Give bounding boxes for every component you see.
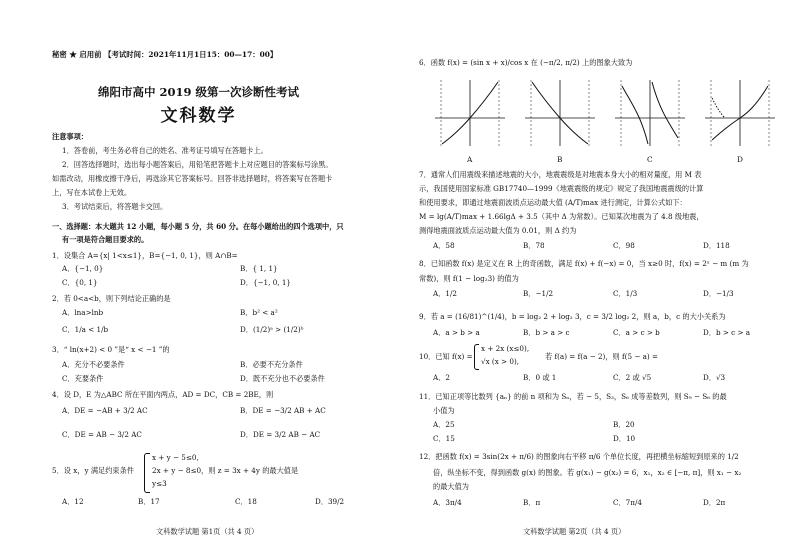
notice-item: 上，写在本试卷上无效。 bbox=[52, 188, 132, 197]
question-7-line: 和使用要求，即通过地震面波质点运动最大值 (A/T)max 进行测定，计算公式如下： bbox=[419, 198, 687, 207]
question-3-stem: 3．“ ln(x+2) < 0 ”是“ x < −1 ”的 bbox=[52, 345, 170, 354]
graph-label-c: C bbox=[647, 155, 653, 164]
question-8-line: 常数)，则 f(1 − log₂3) 的值为 bbox=[419, 274, 519, 283]
question-10-option-b: B．0 或 1 bbox=[523, 373, 557, 382]
question-5-constraint: x + y − 5≤0, bbox=[152, 453, 199, 462]
question-8-option-d: D．−1/3 bbox=[703, 289, 734, 298]
subject-title: 文科数学 bbox=[160, 106, 237, 126]
page-footer: 文科数学试题 第2页（共 4 页） bbox=[523, 527, 626, 536]
graph-option-d bbox=[703, 78, 777, 148]
question-12-option-b: B．π bbox=[523, 498, 541, 507]
question-12-line: 的最大值为 bbox=[433, 482, 469, 491]
graph-option-b bbox=[523, 78, 597, 148]
piecewise-brace bbox=[474, 344, 479, 370]
question-7-option-b: B．78 bbox=[523, 241, 545, 250]
notice-heading: 注意事项： bbox=[52, 132, 88, 141]
question-5-option-b: B．17 bbox=[138, 497, 160, 506]
section-heading: 一、选择题：本大题共 12 小题，每小题 5 分，共 60 分。在每小题给出的四个选项中，只 bbox=[52, 222, 344, 231]
question-12-option-c: C．7π/4 bbox=[613, 498, 642, 507]
exam-page-2 bbox=[397, 0, 794, 552]
page-footer: 文科数学试题 第1页（共 4 页） bbox=[156, 527, 259, 536]
question-10-stem-cont: 若 f(a) = f(a − 2)，则 f(5 − a) = bbox=[545, 352, 659, 361]
notice-item: 3．考试结束后，将答题卡交回。 bbox=[62, 202, 168, 211]
question-4-stem: 4．设 D，E 为△ABC 所在平面内两点，AD = DC，CB = 2BE，则 bbox=[52, 390, 274, 399]
question-9-option-d: D．b > c > a bbox=[703, 328, 751, 337]
question-1-stem: 1．设集合 A={x| 1<x≤1}，B={−1, 0, 1}，则 A∩B= bbox=[52, 251, 238, 260]
question-5-stem: 5．设 x，y 满足约束条件 bbox=[52, 466, 134, 475]
question-1-option-d: D．{−1, 0, 1} bbox=[240, 278, 291, 287]
notice-item: 如需改动，用橡皮擦干净后，再选涂其它答案标号。回答非选择题时，将答案写在答题卡 bbox=[52, 174, 333, 183]
school-title: 绵阳市高中 2019 级第一次诊断性考试 bbox=[97, 85, 299, 99]
question-1-option-b: B．{ 1, 1} bbox=[240, 264, 278, 273]
graph-label-b: B bbox=[557, 155, 563, 164]
question-11-line: 11．已知正项等比数列 {aₙ} 的前 n 项和为 Sₙ，若 − 5，S₃，S₆ 成等差数列，则 S₉ − S₆ 的最 bbox=[419, 392, 727, 401]
notice-item: 1．答卷前，考生务必将自己的姓名、准考证号填写在答题卡上。 bbox=[62, 146, 268, 155]
graph-b-svg bbox=[523, 78, 597, 148]
question-5-constraint: y≤3 bbox=[152, 479, 167, 488]
question-2-stem: 2．若 0<a<b，则下列结论正确的是 bbox=[52, 294, 171, 303]
question-5-option-d: D．39/2 bbox=[315, 497, 345, 506]
question-5-constraint: 2x + y − 8≤0，则 z = 3x + 4y 的最大值是 bbox=[152, 466, 299, 475]
question-7-line: M = lg(A/T)max + 1.66lgΔ + 3.5（其中 Δ 为常数）。已知某次地震为了 4.8 级地震， bbox=[419, 212, 704, 221]
question-8-option-a: A．1/2 bbox=[433, 289, 457, 298]
question-2-option-a: A．lna>lnb bbox=[62, 308, 104, 317]
question-7-line: 7．通常人们用震级来描述地震的大小，地震震级是对地震本身大小的相对量度，用 M 表 bbox=[419, 170, 702, 179]
question-11-option-c: C．15 bbox=[433, 434, 455, 443]
question-5-option-c: C．18 bbox=[235, 497, 257, 506]
question-9-option-c: C．a > c > b bbox=[613, 328, 660, 337]
question-7-option-d: D．118 bbox=[703, 241, 730, 250]
exam-time-header: 秘密 ★ 启用前 【考试时间：2021年11月1日15：00—17：00】 bbox=[52, 50, 278, 59]
question-8-line: 8．已知函数 f(x) 是定义在 R 上的奇函数，满足 f(x) + f(−x) = 0，当 x≥0 时，f(x) = 2ˣ − m (m 为 bbox=[419, 259, 749, 268]
notice-item: 2．回答选择题时，选出每小题答案后，用铅笔把答题卡上对应题目的答案标号涂黑。 bbox=[62, 160, 333, 169]
question-3-option-b: B．必要不充分条件 bbox=[240, 360, 303, 369]
question-10-option-d: D．√3 bbox=[703, 373, 726, 382]
question-10-piece: √x (x > 0), bbox=[481, 357, 520, 366]
question-4-option-c: C．DE = AB − 3/2 AC bbox=[62, 430, 142, 439]
question-5-option-a: A．12 bbox=[62, 497, 84, 506]
question-10-option-a: A．2 bbox=[433, 373, 450, 382]
constraint-brace bbox=[144, 453, 150, 493]
question-7-line: 示，我国使用国家标准 GB17740—1999《地震震级的规定》规定了我国地震震级的计算 bbox=[419, 184, 704, 193]
question-8-option-b: B．−1/2 bbox=[523, 289, 554, 298]
section-heading-cont: 有一项是符合题目要求的。 bbox=[62, 235, 149, 244]
question-3-option-a: A．充分不必要条件 bbox=[62, 360, 125, 369]
graph-label-a: A bbox=[467, 155, 473, 164]
question-12-line: 倍，纵坐标不变，得到函数 g(x) 的图象。若 g(x₁) − g(x₂) = 6，x₁，x₂ ∈ [−π, π]，则 x₁ − x₂ bbox=[433, 468, 742, 477]
graph-option-c bbox=[613, 78, 687, 148]
question-11-option-b: B．20 bbox=[613, 420, 635, 429]
question-1-option-c: C．{0, 1} bbox=[62, 278, 98, 287]
question-3-option-d: D．既不充分也不必要条件 bbox=[240, 374, 325, 383]
question-12-line: 12．把函数 f(x) = 3sin(2x + π/6) 的图象向右平移 π/6 个单位长度，再把横坐标缩短到原来的 1/2 bbox=[419, 452, 739, 461]
graph-a-svg bbox=[433, 78, 507, 148]
question-9-stem: 9．若 a = (16/81)^(1/4)，b = log₂ 2 + log₂ 3，c = 3/2 log₂ 2，则 a，b，c 的大小关系为 bbox=[419, 312, 726, 321]
question-10-piece: x + 2x (x≤0), bbox=[481, 344, 530, 353]
question-8-option-c: C．1/3 bbox=[613, 289, 638, 298]
question-10-option-c: C．2 或 √5 bbox=[613, 373, 652, 382]
question-12-option-d: D．2π bbox=[703, 498, 726, 507]
question-12-option-a: A．3π/4 bbox=[433, 498, 462, 507]
graph-option-a bbox=[433, 78, 507, 148]
question-11-option-a: A．25 bbox=[433, 420, 455, 429]
question-10-stem: 10．已知 f(x) = bbox=[419, 352, 473, 361]
graph-c-svg bbox=[613, 78, 687, 148]
question-4-option-a: A．DE = −AB + 3/2 AC bbox=[62, 406, 148, 415]
question-6-stem: 6．函数 f(x) = (sin x + x)/cos x 在 (−π/2, π/2) 上的图象大致为 bbox=[419, 58, 633, 67]
question-4-option-d: D．DE = 3/2 AB − AC bbox=[240, 430, 321, 439]
question-3-option-c: C．充要条件 bbox=[62, 374, 104, 383]
question-7-option-c: C．98 bbox=[613, 241, 635, 250]
question-9-option-a: A．a > b > a bbox=[433, 328, 480, 337]
question-11-line: 小值为 bbox=[433, 406, 455, 415]
question-2-option-c: C．1/a < 1/b bbox=[62, 325, 109, 334]
question-2-option-d: D．(1/2)ᵃ > (1/2)ᵇ bbox=[240, 325, 304, 334]
question-2-option-b: B．b² < a² bbox=[240, 308, 278, 317]
graph-label-d: D bbox=[737, 155, 743, 164]
question-4-option-b: B．DE = −3/2 AB + AC bbox=[240, 406, 326, 415]
question-11-option-d: D．10 bbox=[613, 434, 636, 443]
graph-d-svg bbox=[703, 78, 777, 148]
question-7-line: 测得地震面波质点运动最大值为 0.01，则 Δ 约为 bbox=[419, 226, 577, 235]
question-7-option-a: A．58 bbox=[433, 241, 455, 250]
question-1-option-a: A．{−1, 0} bbox=[62, 264, 104, 273]
question-9-option-b: B．b > a > c bbox=[523, 328, 570, 337]
